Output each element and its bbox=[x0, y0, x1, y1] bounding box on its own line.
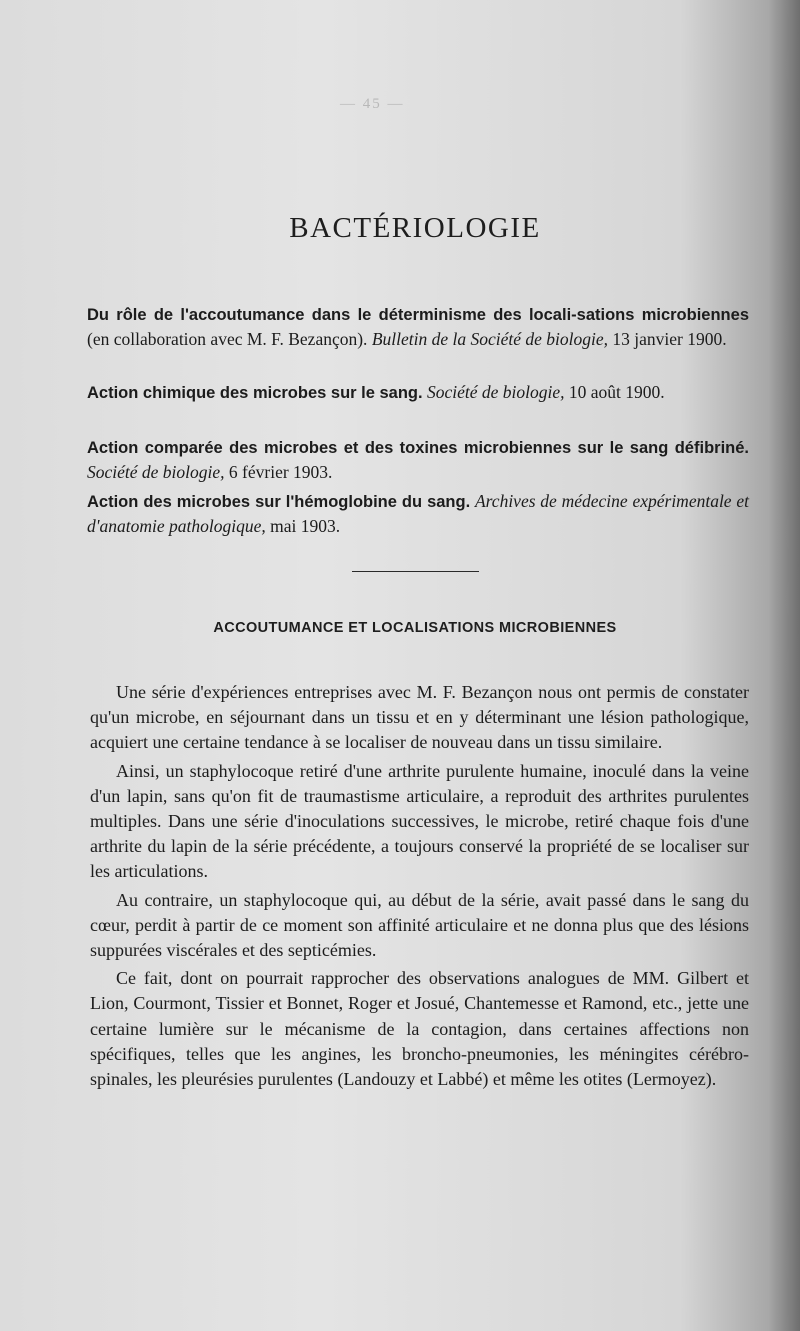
entry-source: Société de biologie, bbox=[87, 462, 225, 482]
subsection-title: ACCOUTUMANCE ET LOCALISATIONS MICROBIENNES bbox=[213, 620, 617, 636]
bibliography-entry bbox=[87, 435, 749, 484]
entry-date: 10 août 1900. bbox=[564, 382, 665, 402]
section-title: BACTÉRIOLOGIE bbox=[289, 212, 541, 244]
bibliography-entry bbox=[87, 489, 749, 538]
entry-source: Société de biologie, bbox=[426, 382, 565, 402]
entry-title: Action chimique des microbes sur le sang. bbox=[87, 384, 423, 402]
paragraph: Une série d'expériences entreprises avec M. F. Bezançon nous ont permis de constater qu'un microbe, en séjournant dans un tissu et en y déterminant une lésion pathologique, acquiert une certaine tendance à se localiser de nouveau dans un tissu similaire. bbox=[90, 682, 749, 753]
page-number: — 45 — bbox=[340, 96, 405, 112]
paragraph: Ce fait, dont on pourrait rapprocher des observations analogues de MM. Gilbert et Lion, Courmont, Tissier et Bonnet, Roger et Josué, Chantemesse et Ramond, etc., jette une certaine lumière sur le mécanisme de la contagion, dans certaines affections non spécifiques, telles que les angines, les broncho-pneumonies, les méningites cérébro-spinales, les pleurésies purulentes (Landouzy et Labbé) et même les otites (Lermoyez). bbox=[90, 968, 749, 1090]
section-divider bbox=[352, 571, 479, 572]
entry-source: Archives de médecine expérimentale et d'anatomie pathologique, bbox=[87, 491, 749, 536]
body-text bbox=[90, 680, 749, 1095]
entry-title: Action des microbes sur l'hémoglobine du sang. bbox=[87, 493, 471, 511]
entry-source: Bulletin de la Société de biologie, bbox=[371, 329, 608, 349]
entry-date: 6 février 1903. bbox=[224, 462, 333, 482]
paragraph: Ainsi, un staphylocoque retiré d'une arthrite purulente humaine, inoculé dans la veine d'un lapin, sans qu'on fit de traumastisme articulaire, a reproduit des arthrites purulentes multiples. Dans une série d'inoculations successives, le microbe, retiré chaque fois d'une arthrite du lapin de la série précédente, a toujours conservé la propriété de se localiser sur les articulations. bbox=[90, 760, 749, 882]
paragraph: Au contraire, un staphylocoque qui, au début de la série, avait passé dans le sang du cœur, perdit à partir de ce moment son affinité articulaire et ne donna plus que des lésions suppurées viscérales et des septicémies. bbox=[90, 889, 749, 961]
entry-date: mai 1903. bbox=[265, 516, 341, 536]
bibliography-entry bbox=[87, 380, 749, 405]
bibliography-entry bbox=[87, 302, 749, 351]
entry-detail: (en collaboration avec M. F. Bezançon). bbox=[87, 329, 372, 349]
entry-title: Action comparée des microbes et des toxines microbiennes sur le sang défibriné. bbox=[87, 439, 749, 457]
entry-title: Du rôle de l'accoutumance dans le déterminisme des locali-sations microbiennes bbox=[87, 306, 749, 324]
entry-date: 13 janvier 1900. bbox=[608, 329, 727, 349]
